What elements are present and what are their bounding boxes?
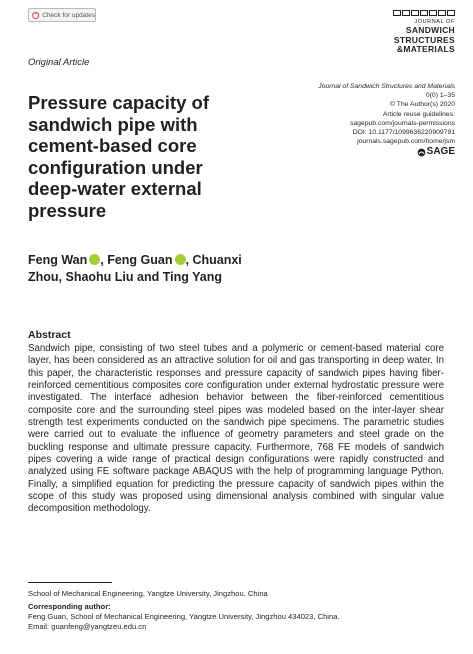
journal-logo	[367, 10, 455, 55]
logo-line-4: &MATERIALS	[396, 44, 455, 54]
refresh-icon	[32, 11, 39, 20]
logo-line-1: JOURNAL OF	[414, 19, 455, 25]
check-for-updates-button[interactable]	[28, 8, 96, 22]
sage-logo	[417, 147, 455, 156]
affiliation: School of Mechanical Engineering, Yangtze University, Jingzhou, China	[28, 589, 268, 598]
logo-line-3: STRUCTURES	[393, 34, 455, 45]
reuse-label: Article reuse guidelines:	[382, 110, 455, 118]
corresponding-author-label: Corresponding author:	[28, 602, 111, 611]
doi-link[interactable]: DOI: 10.1177/1099636220909791	[352, 129, 455, 137]
logo-line-2: SANDWICH	[405, 25, 455, 35]
volume-pages: 0(0) 1–35	[425, 92, 455, 100]
author-name: Feng Wan	[28, 253, 88, 267]
author-list	[28, 252, 268, 286]
publisher-name: SAGE	[426, 146, 455, 158]
journal-name: Journal of Sandwich Structures and Materials	[318, 83, 455, 90]
corresponding-author-detail: Feng Guan, School of Mechanical Engineering, Yangtze University, Jingzhou 434023, China.	[28, 612, 340, 621]
paper-title: Pressure capacity of sandwich pipe with cement-based core configuration under deep-water external pressure	[28, 92, 209, 221]
author-name: , Feng Guan	[100, 253, 173, 267]
abstract-heading: Abstract	[28, 329, 71, 341]
reuse-link[interactable]: sagepub.com/journals-permissions	[349, 119, 455, 127]
email-label: Email:	[28, 622, 52, 631]
orcid-icon[interactable]	[175, 254, 186, 265]
sage-icon	[417, 148, 426, 157]
email-link[interactable]: guanfeng@yangtzeu.edu.cn	[51, 622, 147, 631]
abstract-text: Sandwich pipe, consisting of two steel tubes and a polymeric or cement-based material core layer, has been considered as an attractive solution for oil and gas transporting in deep water. In this paper, the characteristic responses and pressure capacity of sandwich pipes having fiber-reinforced cementitious composites core configuration under external hydrostatic pressure were investigated. The interface adhesion behavior between the fiber-reinforced cementitious composite core and the surrounding steel pipes was modeled based on the inter-layer shear strength test experiments conducted on the sandwich pipe specimens. The parametric studies were carried out to evaluate the influence of geometry parameters and steel grade on the buckling response and ultimate pressure capacity. Furthermore, 768 FE models of sandwich pipes covering a wide range of practical design configurations were rapidly constructed and analyzed using FE software package ABAQUS with the help of programming language Python. Finally, a simplified equation for predicting the pressure capacity of sandwich pipes within the scope of this study was proposed using dimensional analysis combined with singular value decomposition methodology.	[28, 343, 444, 515]
copyright: © The Author(s) 2020	[390, 101, 455, 109]
footnote-divider	[28, 582, 112, 583]
homepage-link[interactable]: journals.sagepub.com/home/jsm	[357, 138, 455, 146]
orcid-icon[interactable]	[89, 254, 100, 265]
check-for-updates-label: Check for updates	[42, 11, 95, 19]
email-line	[28, 622, 448, 632]
article-type: Original Article	[28, 57, 90, 68]
logo-grid-icon	[367, 10, 455, 16]
journal-meta	[275, 82, 455, 160]
author-names-rest: , Chuanxi Zhou, Shaohu Liu and Ting Yang	[28, 253, 242, 284]
